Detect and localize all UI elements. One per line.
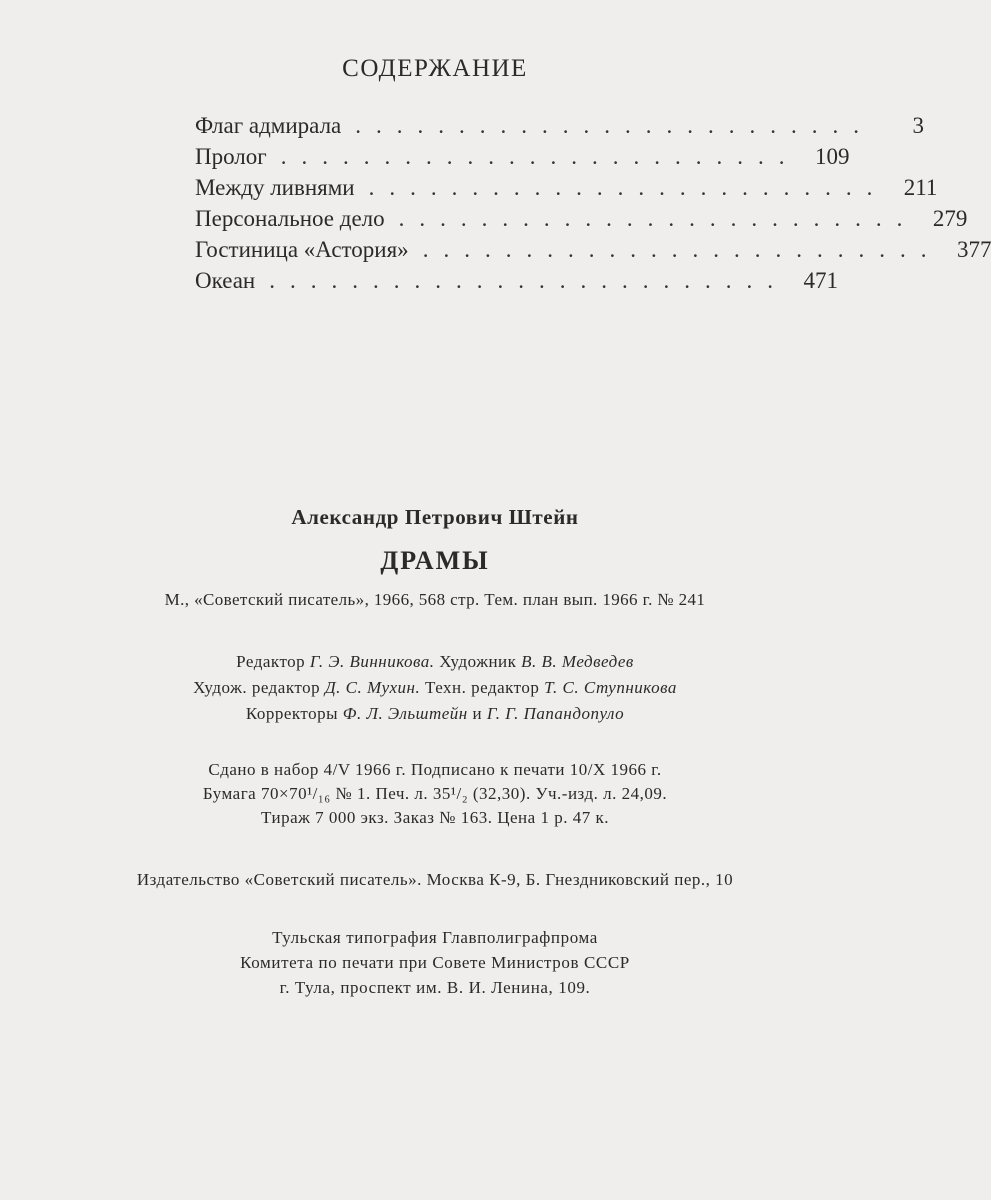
toc-entry-title: Между ливнями [195, 175, 355, 200]
printing-house [0, 928, 870, 1003]
toc-entry-title: Гостиница «Астория» [195, 237, 409, 262]
proofreader-name: Ф. Л. Эльштейн [342, 704, 468, 723]
toc-leader-dots: ......................... [280, 144, 800, 169]
toc-entry-page: 109 [814, 144, 850, 169]
toc-entry-title: Пролог [195, 144, 267, 169]
toc-entry-page: 377 [956, 237, 991, 262]
toc-entry [195, 268, 838, 299]
printing-line: Тираж 7 000 экз. Заказ № 163. Цена 1 р. 47 к. [261, 808, 609, 827]
proofreaders-label: Корректоры [245, 704, 339, 723]
book-title: ДРАМЫ [380, 546, 490, 575]
artist-name: В. В. Медведев [521, 652, 634, 671]
toc-entry-page: 279 [932, 206, 968, 231]
press-line: Комитета по печати при Совете Министров СССР [240, 953, 630, 972]
toc-entry [195, 237, 991, 268]
artist-label: Художник [439, 652, 517, 671]
tech-editor-label: Техн. редактор [424, 678, 540, 697]
printing-line: Сдано в набор 4/V 1966 г. Подписано к печати 10/X 1966 г. [208, 760, 662, 779]
tech-editor-name: Т. С. Ступникова [544, 678, 677, 697]
credits-block [0, 652, 870, 730]
editor-name: Г. Э. Винникова. [309, 652, 435, 671]
toc-leader-dots: ......................... [269, 268, 788, 293]
toc-entry-page: 211 [903, 175, 938, 200]
toc-leader-dots: ......................... [398, 206, 918, 231]
contents-heading: СОДЕРЖАНИЕ [342, 55, 528, 82]
toc-entry [195, 113, 925, 144]
author-name: Александр Петрович Штейн [291, 505, 579, 529]
art-editor-name: Д. С. Мухин. [324, 678, 421, 697]
press-line: Тульская типография Главполиграфпрома [272, 928, 598, 947]
art-editor-label: Худож. редактор [193, 678, 321, 697]
toc-entry-title: Океан [195, 268, 256, 293]
press-line: г. Тула, проспект им. В. И. Ленина, 109. [279, 978, 591, 997]
toc-entry [195, 144, 850, 175]
toc-entry-page: 3 [912, 113, 925, 138]
conjunction: и [472, 704, 483, 723]
toc-entry [195, 206, 968, 237]
credits-line-editors [0, 652, 870, 678]
printing-details [0, 760, 870, 832]
toc-entry-page: 471 [803, 268, 838, 293]
printing-line: Бумага 70×70¹/₁₆ № 1. Печ. л. 35¹/₂ (32,30). Уч.-изд. л. 24,09. [202, 784, 668, 803]
credits-line-proofreaders [0, 704, 870, 730]
toc-leader-dots: ......................... [422, 237, 942, 262]
editor-label: Редактор [236, 652, 306, 671]
toc-entry-title: Персональное дело [195, 206, 385, 231]
table-of-contents [195, 113, 991, 299]
proofreader-name: Г. Г. Папандопуло [486, 704, 625, 723]
toc-entry [195, 175, 938, 206]
toc-entry-title: Флаг адмирала [195, 113, 342, 138]
credits-line-tech [0, 678, 870, 704]
publication-line: М., «Советский писатель», 1966, 568 стр. Тем. план вып. 1966 г. № 241 [164, 590, 706, 609]
toc-leader-dots: ......................... [368, 175, 888, 200]
publisher-address: Издательство «Советский писатель». Москва К-9, Б. Гнездниковский пер., 10 [136, 870, 734, 889]
toc-leader-dots: ......................... [355, 113, 875, 138]
